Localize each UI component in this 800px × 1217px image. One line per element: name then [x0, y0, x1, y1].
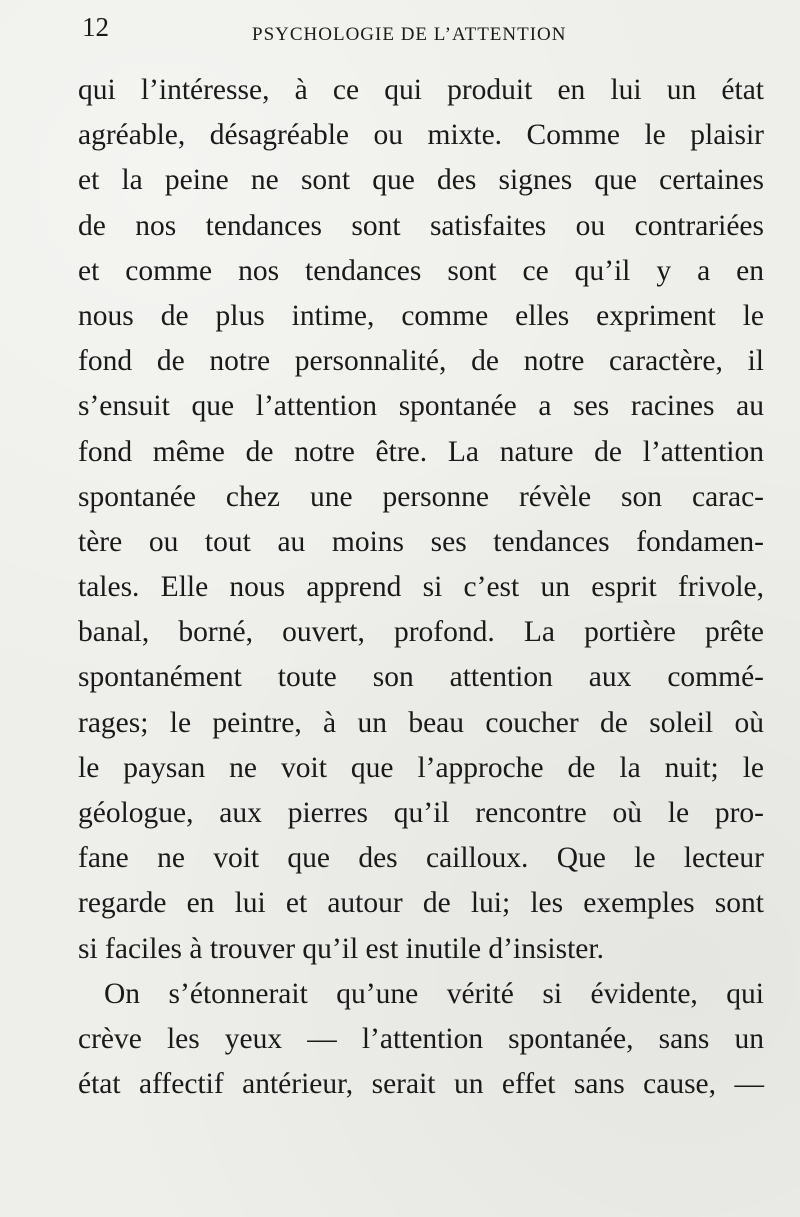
text-line: banal, borné, ouvert, profond. La portière prête — [78, 616, 764, 649]
text-line: crève les yeux — l’attention spontanée, sans un — [78, 1022, 764, 1055]
text-line: géologue, aux pierres qu’il rencontre où le pro- — [78, 797, 764, 829]
page-header — [82, 10, 772, 50]
text-line: qui l’intéresse, à ce qui produit en lui un état — [78, 74, 764, 106]
page-number: 12 — [82, 12, 109, 42]
text-line: rages; le peintre, à un beau coucher de soleil où — [78, 706, 764, 739]
text-line: et comme nos tendances sont ce qu’il y a en — [78, 254, 764, 287]
text-line: nous de plus intime, comme elles expriment le — [78, 299, 764, 332]
text-line: spontanément toute son attention aux commé- — [78, 661, 764, 694]
paragraph-start-line: On s’étonnerait qu’une vérité si évidente, qui — [104, 977, 764, 1010]
text-line: tales. Elle nous apprend si c’est un esprit frivole, — [78, 571, 764, 604]
text-line: agréable, désagréable ou mixte. Comme le plaisir — [78, 119, 764, 152]
text-line: état affectif antérieur, serait un effet sans cause, — — [78, 1068, 764, 1101]
running-title: PSYCHOLOGIE DE L’ATTENTION — [252, 24, 567, 45]
text-line: fond même de notre être. La nature de l’attention — [78, 435, 764, 468]
text-line: regarde en lui et autour de lui; les exemples sont — [78, 887, 764, 920]
body-text — [78, 68, 764, 1107]
text-line: spontanée chez une personne révèle son carac- — [78, 480, 764, 513]
text-line: tère ou tout au moins ses tendances fondamen- — [78, 525, 764, 558]
text-line: de nos tendances sont satisfaites ou contrariées — [78, 209, 764, 242]
text-line: et la peine ne sont que des signes que certaines — [78, 164, 764, 197]
text-line: le paysan ne voit que l’approche de la nuit; le — [78, 751, 764, 784]
text-line: fond de notre personnalité, de notre caractère, il — [78, 345, 764, 378]
text-line: fane ne voit que des cailloux. Que le lecteur — [78, 842, 764, 875]
text-line: si faciles à trouver qu’il est inutile d’insister. — [78, 932, 604, 965]
text-line: s’ensuit que l’attention spontanée a ses racines au — [78, 390, 764, 423]
